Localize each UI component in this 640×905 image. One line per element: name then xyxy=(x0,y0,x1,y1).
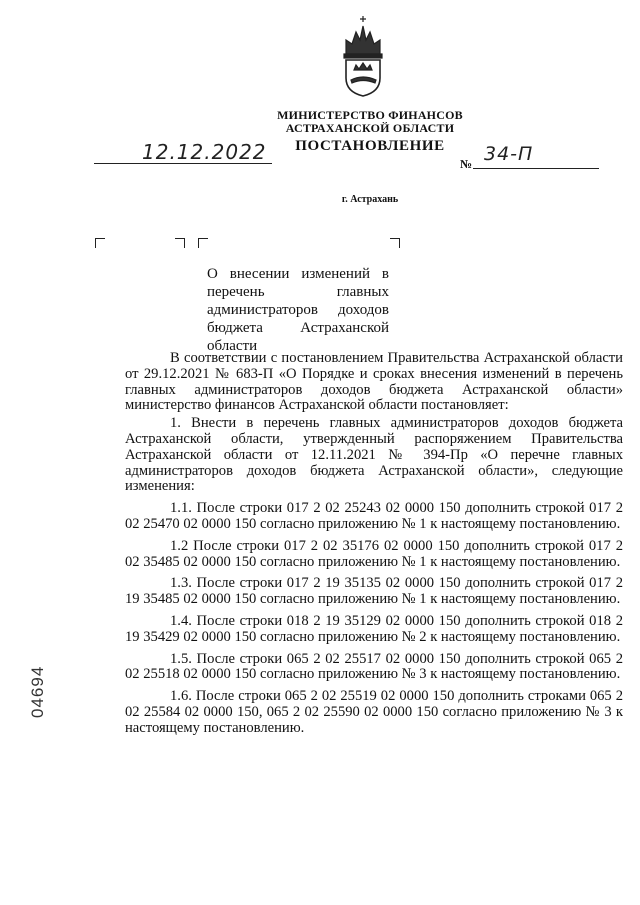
document-number: 34-П xyxy=(484,143,534,165)
document-type-title: ПОСТАНОВЛЕНИЕ xyxy=(295,138,445,154)
corner-mark-top-left xyxy=(198,238,208,248)
ministry-name-line2: АСТРАХАНСКОЙ ОБЛАСТИ xyxy=(285,121,455,135)
document-body xyxy=(125,351,623,743)
coat-of-arms-icon xyxy=(332,14,394,98)
document-date: 12.12.2022 xyxy=(142,140,267,164)
corner-mark-top-right xyxy=(175,238,185,248)
body-paragraph: 1.4. После строки 018 2 19 35129 02 0000 150 дополнить строкой 018 2 19 35429 02 0000 150 согласно приложению № 2 к настоящему постановлению. xyxy=(125,612,623,645)
subject-title: О внесении изменений в перечень главных администраторов доходов бюджета Астраханской области xyxy=(207,266,389,354)
ministry-name-line1: МИНИСТЕРСТВО ФИНАНСОВ xyxy=(277,108,463,122)
body-paragraph: В соответствии с постановлением Правительства Астраханской области от 29.12.2021 № 683-П «О Порядке и сроках внесения изменений в перечень главных администраторов доходов бюджета Астраханской области» министерство финансов Астраханской области постановляет: xyxy=(125,350,623,414)
body-paragraph: 1.3. После строки 017 2 19 35135 02 0000 150 дополнить строкой 017 2 19 35485 02 0000 150 согласно приложению № 1 к настоящему постановлению. xyxy=(125,575,623,608)
corner-mark-top-left xyxy=(95,238,105,248)
side-stamp-number: 04694 xyxy=(28,665,47,718)
number-label: № xyxy=(460,157,473,171)
body-paragraph: 1.5. После строки 065 2 02 25517 02 0000 150 дополнить строкой 065 2 02 25518 02 0000 150 согласно приложению № 3 к настоящему постановлению. xyxy=(125,650,623,683)
date-underline xyxy=(94,163,272,164)
corner-mark-top-right xyxy=(390,238,400,248)
body-paragraph: 1.2 После строки 017 2 02 35176 02 0000 150 дополнить строкой 017 2 02 35485 02 0000 150 согласно приложению № 1 к настоящему постановлению. xyxy=(125,537,623,570)
body-paragraph: 1.6. После строки 065 2 02 25519 02 0000 150 дополнить строками 065 2 02 25584 02 0000 150, 065 2 02 25590 02 0000 150 согласно приложению № 3 к настоящему постановлению. xyxy=(125,688,623,736)
city-label: г. Астрахань xyxy=(341,194,399,205)
body-paragraph: 1. Внести в перечень главных администраторов доходов бюджета Астраханской области, утвержденный распоряжением Правительства Астраханской области от 12.11.2021 № 394-Пр «О перечне главных администраторов доходов бюджета Астраханской области», следующие изменения: xyxy=(125,415,623,495)
number-underline xyxy=(473,168,599,169)
body-paragraph: 1.1. После строки 017 2 02 25243 02 0000 150 дополнить строкой 017 2 02 25470 02 0000 150 согласно приложению № 1 к настоящему постановлению. xyxy=(125,500,623,532)
